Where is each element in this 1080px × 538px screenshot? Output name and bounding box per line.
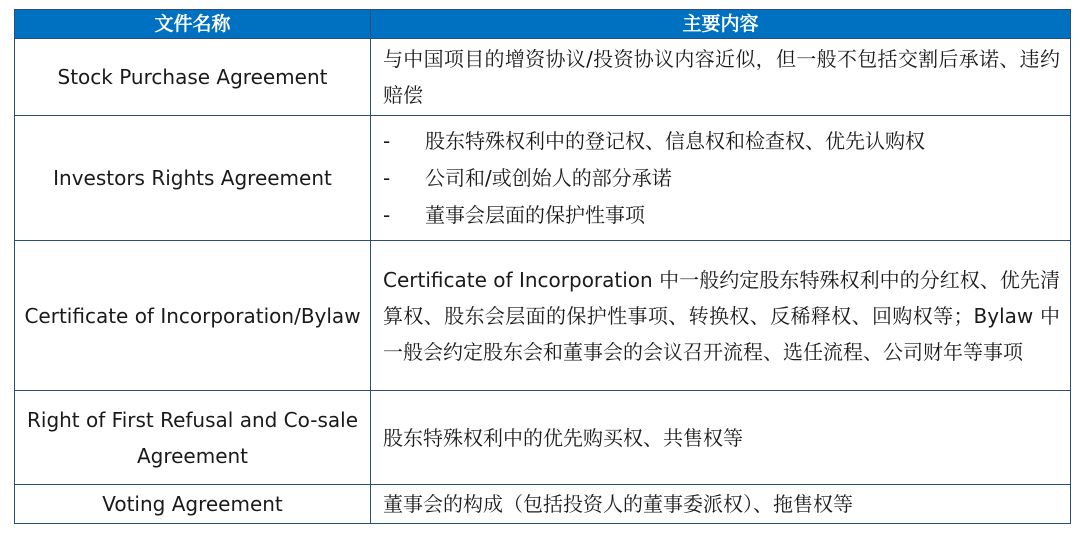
bullet-marker: - (383, 128, 391, 153)
row-content: 股东特殊权利中的优先购买权、共售权等 (383, 425, 743, 450)
header-main-content: 主要内容 (682, 13, 759, 35)
row-file-name: Certificate of Incorporation/Bylaw (15, 241, 371, 390)
list-item (383, 197, 1060, 234)
table-row (15, 390, 1070, 484)
list-item-text: 股东特殊权利中的登记权、信息权和检查权、优先认购权 (425, 128, 925, 153)
row-file-name: Stock Purchase Agreement (15, 39, 371, 115)
table-row (15, 240, 1070, 390)
header-file-name: 文件名称 (15, 10, 371, 38)
table-row (15, 115, 1070, 240)
table-header (15, 10, 1070, 38)
list-item-text: 董事会层面的保护性事项 (425, 202, 645, 227)
bullet-marker: - (383, 202, 391, 227)
agreements-table (14, 9, 1071, 524)
table-row (15, 484, 1070, 523)
row-file-name: Voting Agreement (15, 485, 371, 523)
row-content-list (371, 116, 1070, 240)
row-content: 董事会的构成（包括投资人的董事委派权）、拖售权等 (383, 492, 853, 516)
row-content: Certificate of Incorporation 中一般约定股东特殊权利中的分红权、优先清算权、股东会层面的保护性事项、转换权、反稀释权、回购权等；Bylaw 中一般会约定股东会和董事会的会议召开流程、选任流程、公司财年等事项 (383, 267, 1060, 364)
list-item (383, 160, 1060, 197)
row-file-name: Right of First Refusal and Co-sale Agreement (15, 391, 371, 484)
list-item (383, 123, 1060, 160)
row-file-name: Investors Rights Agreement (15, 116, 371, 240)
table-row (15, 38, 1070, 115)
row-content: 与中国项目的增资协议/投资协议内容近似，但一般不包括交割后承诺、违约赔偿 (383, 47, 1060, 107)
bullet-marker: - (383, 165, 391, 190)
list-item-text: 公司和/或创始人的部分承诺 (425, 165, 672, 190)
